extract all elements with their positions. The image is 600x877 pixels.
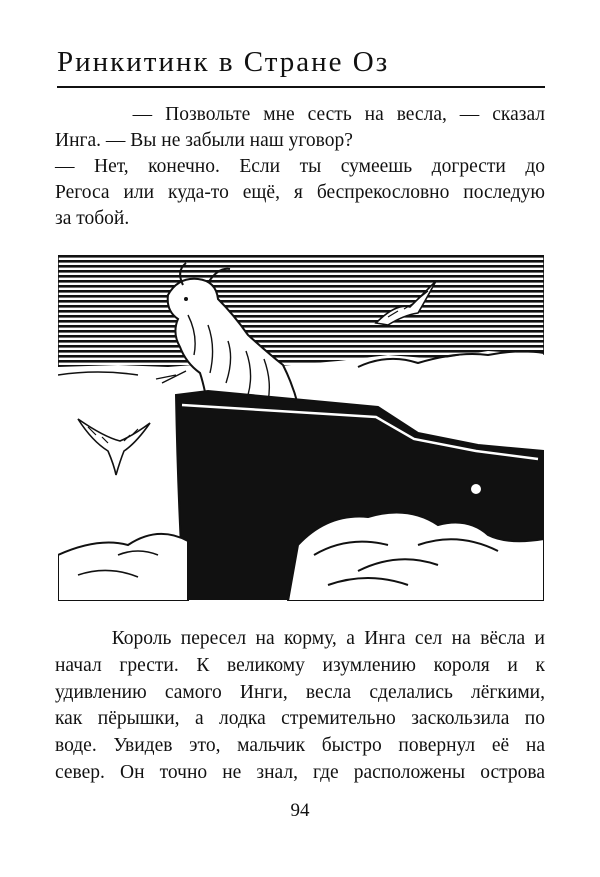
- text-line: север. Он точно не знал, где расположены острова: [55, 761, 545, 783]
- boat-goat-birds-illustration: [58, 255, 544, 601]
- text-line: — Нет, конечно. Если ты сумеешь догрести до: [55, 156, 545, 177]
- running-header: [57, 44, 545, 80]
- text-line: воде. Увидев это, мальчик быстро повернул её на: [55, 735, 545, 757]
- text-line: — Позвольте мне сесть на весла, — сказал: [55, 104, 545, 125]
- page-number: 94: [290, 800, 310, 821]
- bird-left: [78, 419, 150, 475]
- text-line: за тобой.: [55, 208, 130, 229]
- header-rule: [57, 86, 545, 88]
- text-line: Регоса или куда-то ещё, я беспрекословно последую: [55, 182, 545, 203]
- text-line: удивлению самого Инги, весла сделались лёгкими,: [55, 681, 545, 703]
- bottom-paragraph: [55, 626, 545, 787]
- text-line: Инга. — Вы не забыли наш уговор?: [55, 130, 353, 151]
- text-line: Король пересел на корму, а Инга сел на вёсла и: [55, 628, 545, 649]
- book-title: Ринкитинк в Стране Оз: [57, 46, 390, 78]
- text-line: как пёрышки, а лодка стремительно заскользила по: [55, 708, 545, 730]
- porthole: [470, 483, 482, 495]
- sky-hatching: [58, 255, 544, 367]
- text-line: начал грести. К великому изумлению короля и к: [55, 654, 545, 676]
- top-paragraph: [55, 102, 545, 232]
